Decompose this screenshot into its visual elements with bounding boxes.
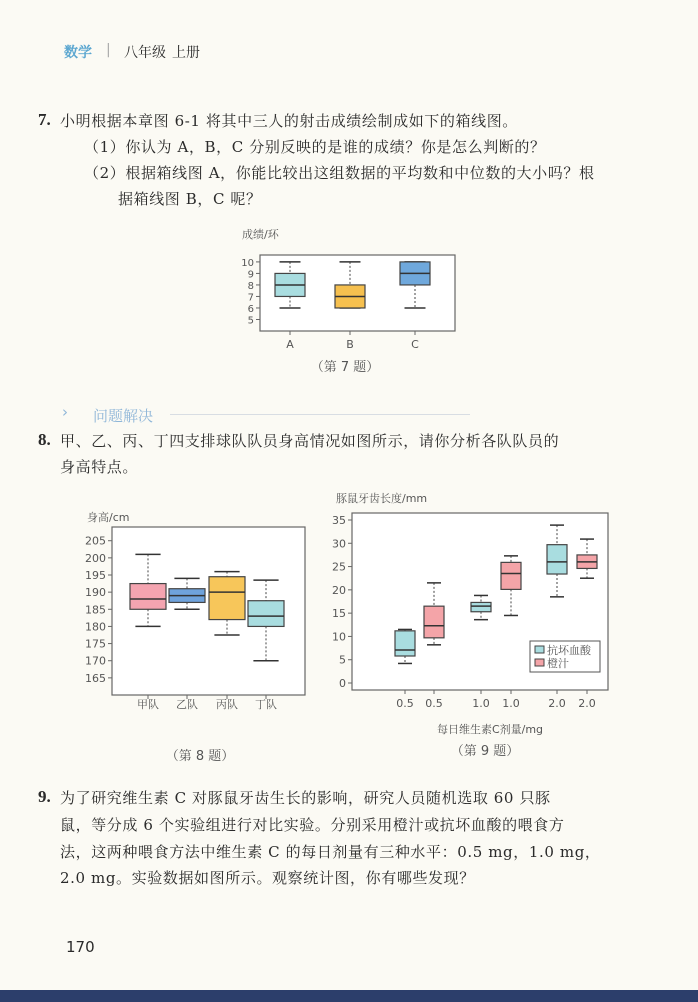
- question-8-line2: 身高特点。: [60, 458, 139, 476]
- y-tick-label: 5: [247, 315, 254, 327]
- box: [424, 606, 444, 638]
- y-tick-label: 30: [332, 537, 346, 551]
- legend-label: 橙汁: [547, 657, 569, 670]
- x-tick-label: 丁队: [255, 698, 277, 711]
- x-tick-label: 甲队: [137, 698, 159, 711]
- x-tick-label: 1.0: [472, 697, 490, 710]
- chevron-right-icon: ›: [62, 403, 68, 421]
- box: [209, 577, 245, 620]
- question-7-sub1: （1）你认为 A，B，C 分别反映的是谁的成绩？你是怎么判断的？: [84, 138, 546, 156]
- header-separator: |: [106, 42, 111, 58]
- x-tick-label: 1.0: [502, 697, 520, 710]
- box: [130, 584, 166, 610]
- y-tick-label: 20: [332, 583, 346, 597]
- box: [471, 602, 491, 611]
- page-bottom-bar: [0, 990, 698, 1002]
- y-axis-label: 豚鼠牙齿长度/mm: [336, 492, 428, 505]
- legend-swatch: [535, 646, 544, 653]
- question-8-number: 8.: [38, 430, 51, 449]
- y-tick-label: 170: [85, 654, 106, 668]
- figure-7-caption: （第 7 题）: [310, 360, 380, 375]
- y-tick-label: 185: [85, 603, 106, 617]
- y-tick-label: 10: [332, 630, 346, 644]
- y-tick-label: 15: [332, 607, 346, 621]
- question-7-text: 小明根据本章图 6-1 将其中三人的射击成绩绘制成如下的箱线图。: [60, 112, 518, 130]
- y-tick-label: 195: [85, 569, 106, 582]
- y-axis-label: 身高/cm: [87, 511, 130, 524]
- figure-9-caption: （第 9 题）: [450, 744, 520, 759]
- y-axis-label: 成绩/环: [242, 228, 279, 241]
- question-9-line2: 鼠，等分成 6 个实验组进行对比实验。分别采用橙汁或抗坏血酸的喂食方: [60, 816, 565, 834]
- x-tick-label: B: [346, 338, 354, 351]
- header-grade: 八年级: [124, 45, 166, 61]
- question-9-line4: 2.0 mg。实验数据如图所示。观察统计图，你有哪些发现？: [60, 869, 475, 887]
- y-tick-label: 25: [332, 560, 346, 574]
- figure-8-caption: （第 8 题）: [165, 749, 235, 764]
- question-7-number: 7.: [38, 110, 51, 129]
- y-tick-label: 200: [85, 551, 106, 565]
- question-8-line1: 甲、乙、丙、丁四支排球队队员身高情况如图所示，请你分析各队队员的: [60, 432, 560, 450]
- box: [501, 562, 521, 589]
- x-tick-label: A: [286, 338, 294, 351]
- x-tick-label: 2.0: [548, 697, 566, 710]
- y-tick-label: 0: [339, 677, 346, 691]
- section-title: 问题解决: [93, 407, 154, 425]
- question-9-number: 9.: [38, 787, 51, 806]
- question-7-sub2-cont: 据箱线图 B，C 呢？: [118, 190, 262, 208]
- header-volume: 上册: [172, 45, 200, 61]
- x-tick-label: 乙队: [176, 698, 198, 711]
- x-tick-label: 0.5: [425, 697, 443, 710]
- y-tick-label: 6: [247, 303, 254, 315]
- y-tick-label: 165: [85, 671, 106, 685]
- y-tick-label: 7: [247, 292, 254, 304]
- page-number: 170: [66, 938, 95, 956]
- legend-label: 抗坏血酸: [547, 644, 591, 657]
- x-tick-label: 2.0: [578, 697, 596, 710]
- y-tick-label: 175: [85, 637, 106, 651]
- header-subject: 数学: [64, 45, 92, 61]
- x-tick-label: 0.5: [396, 697, 414, 710]
- y-tick-label: 35: [332, 513, 346, 527]
- y-tick-label: 180: [85, 620, 106, 634]
- question-9-line1: 为了研究维生素 C 对豚鼠牙齿生长的影响，研究人员随机选取 60 只豚: [60, 789, 551, 807]
- y-tick-label: 9: [247, 269, 254, 281]
- y-tick-label: 190: [85, 586, 106, 600]
- y-tick-label: 5: [339, 653, 346, 667]
- x-tick-label: C: [411, 338, 419, 351]
- box: [395, 631, 415, 656]
- question-9-line3: 法，这两种喂食方法中维生素 C 的每日剂量有三种水平：0.5 mg，1.0 mg，: [60, 843, 601, 861]
- y-tick-label: 10: [241, 257, 254, 269]
- box: [248, 601, 284, 627]
- box: [547, 545, 567, 574]
- y-tick-label: 8: [247, 280, 254, 292]
- x-tick-label: 丙队: [216, 698, 238, 711]
- y-tick-label: 205: [85, 534, 106, 548]
- question-7-sub2: （2）根据箱线图 A，你能比较出这组数据的平均数和中位数的大小吗？根: [84, 164, 595, 182]
- legend-swatch: [535, 659, 544, 666]
- x-axis-label: 每日维生素C剂量/mg: [436, 723, 544, 736]
